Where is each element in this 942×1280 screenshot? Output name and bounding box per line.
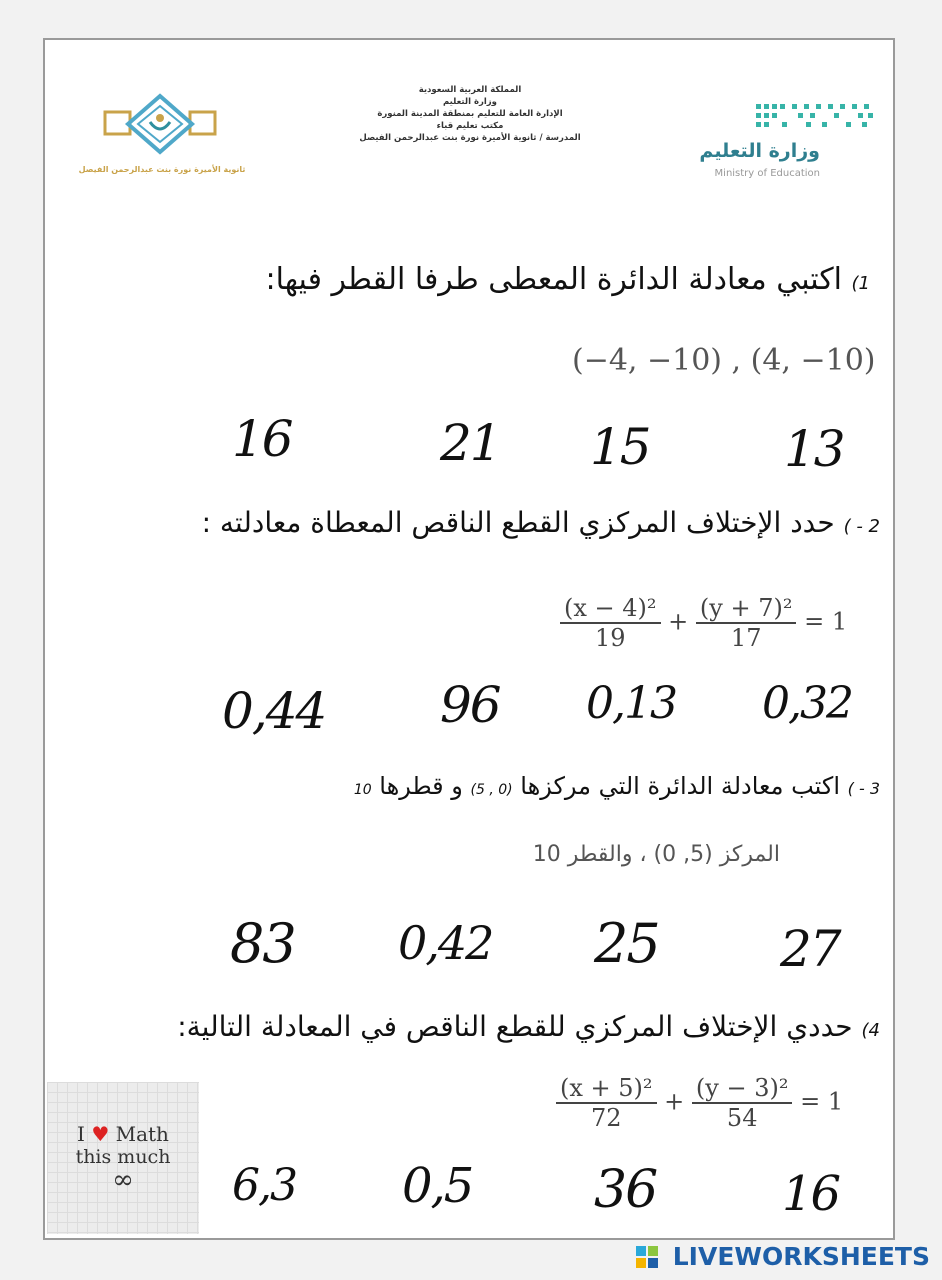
fraction-numerator: (y + 7)²	[699, 594, 793, 622]
header-line: المدرسة / ثانوية الأميرة نورة بنت عبدالرحمن الفيصل	[359, 133, 581, 143]
brand-name: LIVEWORKSHEETS	[672, 1242, 930, 1271]
fraction-numerator: (y − 3)²	[695, 1074, 789, 1102]
question-3-expression: المركز (5, 0) ، والقطر 10	[532, 842, 780, 867]
question-text: حددي الإختلاف المركزي للقطع الناقص في المعادلة التالية:	[177, 1010, 853, 1043]
header-line: المملكة العربية السعودية	[418, 85, 522, 95]
question-4	[60, 1010, 880, 1043]
header-line: الإدارة العامة للتعليم بمنطقة المدينة المنورة	[377, 109, 563, 119]
plus-sign: +	[664, 1087, 685, 1116]
fraction-denominator: 72	[590, 1104, 622, 1132]
fraction-numerator: (x − 4)²	[564, 594, 657, 622]
fraction-denominator: 19	[594, 624, 626, 652]
answer-option[interactable]: 83	[230, 912, 295, 975]
header-line: مكتب تعليم قباء	[436, 121, 504, 131]
circle-center: (5 , 0)	[470, 782, 513, 798]
answer-option[interactable]: 0,5	[402, 1158, 473, 1214]
question-number: 2 - )	[843, 516, 880, 537]
brand-logo-icon	[636, 1246, 658, 1268]
answer-option[interactable]: 36	[594, 1160, 657, 1220]
answer-option[interactable]: 0,44	[222, 682, 326, 740]
school-logo-icon	[100, 92, 220, 162]
fraction-numerator: (x + 5)²	[560, 1074, 653, 1102]
school-logo	[100, 92, 220, 162]
heart-icon: ♥	[91, 1122, 110, 1146]
ministry-logo	[752, 100, 876, 140]
answer-option[interactable]: 16	[782, 1166, 840, 1222]
header-text	[340, 84, 600, 144]
sticker-text: I	[77, 1122, 85, 1146]
answer-option[interactable]: 25	[594, 912, 659, 975]
question-1	[170, 262, 870, 297]
question-number: 4)	[861, 1020, 880, 1041]
plus-sign: +	[668, 607, 689, 636]
school-logo-caption: ثانوية الأميرة نورة بنت عبدالرحمن الفيصل	[78, 165, 246, 174]
question-text: اكتب معادلة الدائرة التي مركزها	[520, 772, 840, 800]
question-number: 1)	[851, 273, 870, 294]
question-text-2: و قطرها	[379, 772, 463, 800]
question-1-expression: (−4, −10) , (4, −10)	[572, 343, 876, 378]
math-sticker	[47, 1082, 199, 1234]
question-text: اكتبي معادلة الدائرة المعطى طرفا القطر فيها:	[265, 262, 842, 297]
equation-rhs: = 1	[800, 1087, 844, 1116]
sticker-text: this much	[75, 1146, 171, 1168]
ministry-name-ar: وزارة التعليم	[699, 140, 820, 162]
answer-option[interactable]: 15	[590, 418, 650, 476]
answer-option[interactable]: 0,13	[586, 678, 676, 729]
ministry-dots-icon	[752, 100, 876, 136]
answer-option[interactable]: 6,3	[232, 1160, 296, 1211]
answer-option[interactable]: 27	[780, 920, 840, 978]
infinity-icon: ∞	[112, 1165, 134, 1195]
fraction-denominator: 54	[726, 1104, 758, 1132]
question-2-equation	[560, 594, 847, 652]
answer-option[interactable]: 0,42	[398, 916, 493, 970]
question-3	[240, 772, 880, 800]
question-text: حدد الإختلاف المركزي القطع الناقص المعطاة معادلته :	[201, 506, 835, 539]
question-4-equation	[556, 1074, 843, 1132]
answer-option[interactable]: 0,32	[762, 678, 852, 729]
answer-option[interactable]: 21	[440, 414, 500, 472]
fraction-denominator: 17	[730, 624, 762, 652]
answer-option[interactable]: 13	[784, 420, 844, 478]
answer-option[interactable]: 16	[232, 410, 292, 468]
sticker-text: Math	[115, 1122, 169, 1146]
answer-option[interactable]: 96	[440, 676, 500, 734]
header-line: وزارة التعليم	[443, 97, 497, 107]
question-2	[110, 506, 880, 539]
circle-diameter: 10	[353, 782, 372, 798]
question-number: 3 - )	[847, 779, 880, 798]
equation-rhs: = 1	[804, 607, 848, 636]
ministry-name-en: Ministry of Education	[714, 168, 820, 179]
